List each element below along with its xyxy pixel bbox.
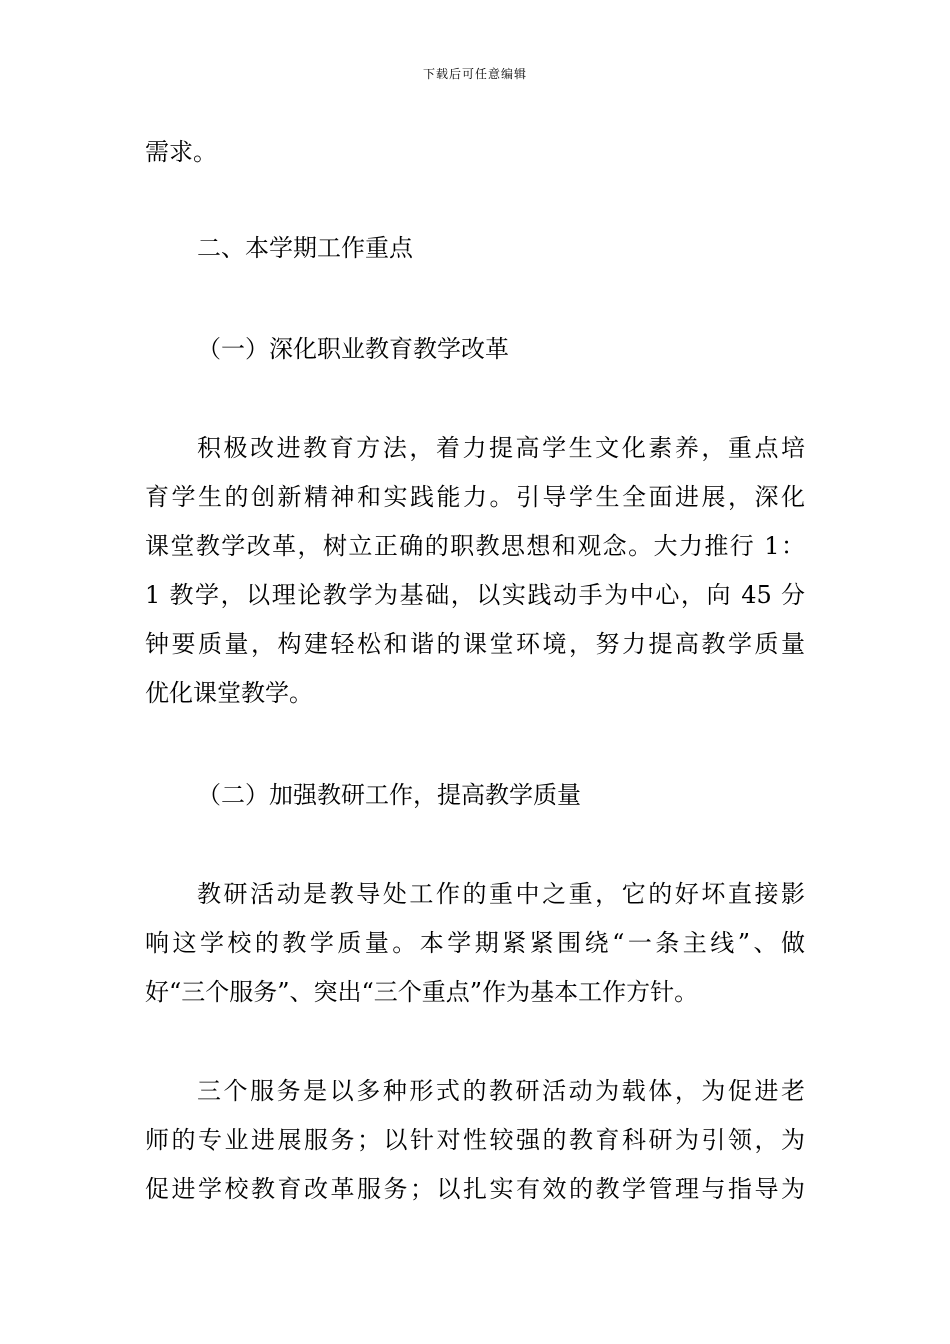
paragraph-line: 需求。: [145, 138, 217, 166]
paragraph-line: 促进学校教育改革服务；以扎实有效的教学管理与指导为: [145, 1175, 805, 1203]
page-header: 下载后可任意编辑: [422, 67, 527, 81]
paragraph-line: 响这学校的教学质量。本学期紧紧围绕“一条主线”、做: [145, 929, 805, 957]
paragraph-three-services: [145, 1067, 805, 1214]
paragraph-line: 课堂教学改革，树立正确的职教思想和观念。大力推行 1：: [145, 532, 805, 560]
paragraph-teaching-research: [145, 870, 805, 1017]
subsection-heading-1: （一）深化职业教育教学改革: [197, 335, 509, 363]
paragraph-continuation: [145, 128, 805, 177]
paragraph-line: 好“三个服务”、突出“三个重点”作为基本工作方针。: [145, 978, 699, 1006]
subsection-heading-2: （二）加强教研工作，提高教学质量: [197, 781, 581, 809]
paragraph-line: 1 教学，以理论教学为基础，以实践动手为中心，向 45 分: [145, 581, 805, 609]
paragraph-line: 三个服务是以多种形式的教研活动为载体，为促进老: [197, 1077, 805, 1105]
paragraph-line: 钟要质量，构建轻松和谐的课堂环境，努力提高教学质量: [145, 630, 805, 658]
section-heading-2: 二、本学期工作重点: [197, 234, 413, 262]
paragraph-line: 教研活动是教导处工作的重中之重，它的好坏直接影: [197, 880, 805, 908]
paragraph-line: 育学生的创新精神和实践能力。引导学生全面进展，深化: [145, 483, 805, 511]
paragraph-line: 优化课堂教学。: [145, 679, 313, 707]
paragraph-line: 积极改进教育方法，着力提高学生文化素养，重点培: [197, 434, 805, 462]
paragraph-teaching-reform: [145, 424, 805, 718]
paragraph-line: 师的专业进展服务；以针对性较强的教育科研为引领，为: [145, 1126, 805, 1154]
